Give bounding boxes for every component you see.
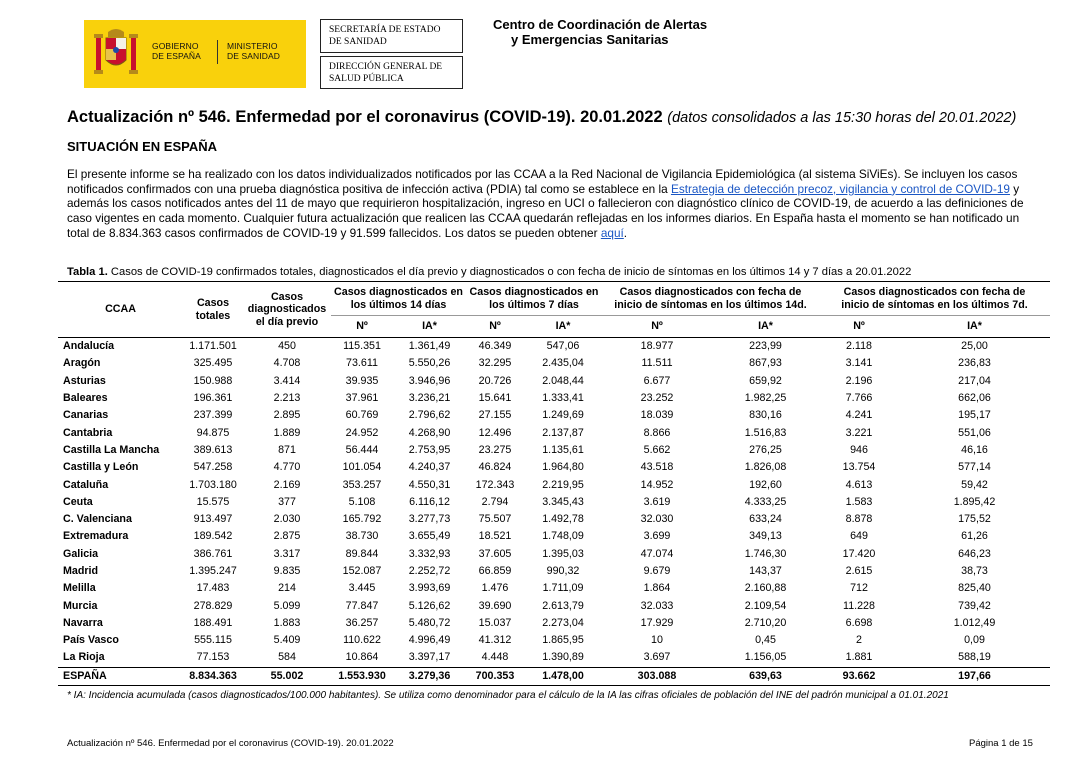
table-row [58, 511, 1050, 528]
ccaa-cell: Ceuta [63, 495, 93, 508]
aqui-link[interactable]: aquí [600, 225, 624, 240]
value-cell: 4.708 [273, 357, 301, 370]
value-cell: 1.516,83 [744, 426, 787, 439]
value-cell: 5.480,72 [408, 616, 451, 629]
value-cell: 1.492,78 [542, 513, 584, 526]
value-cell: 2.794 [481, 495, 509, 508]
value-cell: 4.333,25 [744, 495, 787, 508]
value-cell: 6.677 [643, 374, 671, 387]
value-cell: 2.030 [273, 513, 301, 526]
value-cell: 236,83 [958, 357, 991, 370]
value-cell: 39.690 [478, 599, 512, 612]
value-cell: 15.575 [196, 495, 230, 508]
value-cell: 32.033 [640, 599, 674, 612]
table-caption: Tabla 1. Casos de COVID-19 confirmados totales, diagnosticados el día previo y diagnosticados o con fecha de inicio de síntomas en los últimos 14 y 7 días a 20.01.2022 [67, 266, 912, 278]
value-cell: 66.859 [478, 565, 512, 577]
value-cell: 3.619 [643, 495, 671, 508]
value-cell: 2.615 [845, 565, 873, 577]
col-ccaa: CCAA [105, 303, 136, 316]
sub-ia: IA* [758, 320, 773, 333]
value-cell: 110.622 [343, 634, 381, 647]
value-cell: 588,19 [958, 651, 991, 664]
value-cell: 150.988 [193, 374, 233, 387]
value-cell: 27.155 [478, 409, 512, 422]
value-cell: 17.420 [842, 547, 876, 560]
table-row [58, 424, 1050, 441]
sub-n: Nº [853, 320, 865, 333]
col-fecha14: Casos diagnosticados con fecha de inicio de síntomas en los últimos 14d. [602, 282, 819, 316]
ccaa-cell: Cataluña [63, 478, 109, 491]
col-previo: Casos diagnosticados el día previo [247, 290, 327, 328]
value-cell: 61,26 [961, 530, 988, 543]
value-cell: 115.351 [343, 340, 381, 353]
value-cell: 4.770 [273, 461, 301, 474]
value-cell: 60.769 [345, 409, 379, 422]
value-cell: 59,42 [961, 478, 988, 491]
coat-of-arms-icon [94, 28, 138, 80]
value-cell: 25,00 [961, 340, 988, 353]
ccaa-cell: Cantabria [63, 426, 113, 439]
value-cell: 577,14 [958, 461, 991, 474]
value-cell: 700.353 [466, 667, 524, 685]
value-cell: 871 [278, 443, 296, 456]
col-fecha7: Casos diagnosticados con fecha de inicio de síntomas en los últimos 7d. [819, 282, 1050, 316]
ccaa-cell: Madrid [63, 565, 99, 577]
table-row [58, 373, 1050, 390]
value-cell: 3.277,73 [408, 513, 451, 526]
value-cell: 12.496 [478, 426, 512, 439]
value-cell: 1.826,08 [744, 461, 787, 474]
value-cell: 101.054 [342, 461, 382, 474]
ccaa-cell: País Vasco [63, 634, 119, 647]
value-cell: 56.444 [345, 443, 379, 456]
value-cell: 143,37 [749, 565, 782, 577]
sub-n: Nº [489, 320, 501, 333]
value-cell: 9.835 [273, 565, 301, 577]
value-cell: 9.679 [643, 565, 671, 577]
secretaria-box: SECRETARÍA DE ESTADO DE SANIDAD [320, 19, 463, 53]
value-cell: 2.118 [846, 340, 872, 353]
table-row [58, 580, 1050, 597]
value-cell: 5.409 [273, 634, 301, 647]
value-cell: 75.507 [478, 513, 512, 526]
value-cell: 5.108 [348, 495, 376, 508]
sub-ia: IA* [967, 320, 982, 333]
centro-title-line2: y Emergencias Sanitarias [511, 32, 669, 47]
value-cell: 662,06 [958, 392, 991, 405]
value-cell: 10 [651, 634, 663, 647]
value-cell: 1.964,80 [542, 461, 584, 474]
value-cell: 584 [278, 651, 296, 664]
value-cell: 2.109,54 [744, 599, 787, 612]
value-cell: 11.511 [641, 357, 673, 370]
value-cell: 1.361,49 [408, 340, 451, 353]
col-diag7: Casos diagnosticados en los últimos 7 días [466, 282, 602, 316]
table-row [58, 528, 1050, 545]
value-cell: 450 [278, 340, 296, 353]
value-cell: 89.844 [345, 547, 379, 560]
page-title: Actualización nº 546. Enfermedad por el coronavirus (COVID-19). 20.01.2022 (datos consolidados a las 15:30 horas del 20.01.2022) [67, 108, 1017, 126]
value-cell: 15.641 [478, 392, 512, 405]
value-cell: 165.792 [342, 513, 382, 526]
ministerio-label: MINISTERIO DE SANIDAD [227, 41, 280, 61]
value-cell: 913.497 [193, 513, 233, 526]
value-cell: 55.002 [243, 667, 331, 685]
value-cell: 94.875 [196, 426, 230, 439]
value-cell: 3.317 [273, 547, 301, 560]
table-footnote: * IA: Incidencia acumulada (casos diagnosticados/100.000 habitantes). Se utiliza como denominador para el cálculo de la IA las cifras oficiales de población del INE del padrón municipal a 01.01.2021 [67, 690, 949, 701]
value-cell: 2.895 [273, 409, 301, 422]
value-cell: 2.252,72 [408, 565, 451, 577]
value-cell: 646,23 [958, 547, 991, 560]
value-cell: 1.889 [273, 426, 301, 439]
value-cell: 551,06 [958, 426, 991, 439]
value-cell: 1.395.247 [189, 565, 237, 577]
value-cell: 23.275 [478, 443, 512, 456]
value-cell: 659,92 [749, 374, 782, 387]
value-cell: 195,17 [958, 409, 991, 422]
page-number: Página 1 de 15 [969, 738, 1033, 749]
value-cell: 4.241 [845, 409, 873, 422]
value-cell: 17.929 [640, 616, 674, 629]
sub-n: Nº [356, 320, 368, 333]
value-cell: 38,73 [961, 565, 988, 577]
value-cell: 46,16 [961, 443, 988, 456]
value-cell: 2.219,95 [542, 478, 584, 491]
value-cell: 649 [850, 530, 868, 543]
value-cell: 175,52 [958, 513, 991, 526]
value-cell: 1.982,25 [744, 392, 787, 405]
value-cell: 3.221 [845, 426, 873, 439]
ccaa-cell: C. Valenciana [63, 513, 132, 526]
value-cell: 1.703.180 [189, 478, 237, 491]
value-cell: 6.698 [845, 616, 873, 629]
value-cell: 3.141 [845, 357, 873, 370]
table-row [58, 476, 1050, 493]
ccaa-cell: Baleares [63, 392, 108, 405]
table-row [58, 390, 1050, 407]
value-cell: 2.196 [845, 374, 873, 387]
value-cell: 1.583 [845, 495, 873, 508]
value-cell: 739,42 [958, 599, 991, 612]
value-cell: 14.952 [640, 478, 674, 491]
value-cell: 2.613,79 [542, 599, 584, 612]
value-cell: 1.249,69 [542, 409, 584, 422]
ccaa-cell: Asturias [63, 374, 106, 387]
value-cell: 77.153 [196, 651, 230, 664]
value-cell: 41.312 [478, 634, 512, 647]
value-cell: 2.137,87 [542, 426, 584, 439]
value-cell: 46.824 [478, 461, 512, 474]
value-cell: 5.099 [273, 599, 301, 612]
value-cell: 4.268,90 [408, 426, 451, 439]
value-cell: 386.761 [193, 547, 233, 560]
value-cell: 1.865,95 [542, 634, 584, 647]
value-cell: 2.160,88 [744, 582, 787, 595]
value-cell: 15.037 [478, 616, 512, 629]
value-cell: 1.135,61 [542, 443, 584, 456]
value-cell: 2.273,04 [542, 616, 584, 629]
section-heading: SITUACIÓN EN ESPAÑA [67, 139, 217, 154]
value-cell: 214 [278, 582, 296, 595]
value-cell: 4.448 [481, 651, 509, 664]
value-cell: 1.012,49 [953, 616, 996, 629]
value-cell: 2.710,20 [744, 616, 787, 629]
value-cell: 32.030 [640, 513, 674, 526]
value-cell: 4.240,37 [408, 461, 451, 474]
value-cell: 172.343 [475, 478, 515, 491]
table-row [58, 442, 1050, 459]
value-cell: 2 [856, 634, 862, 647]
ccaa-cell: Aragón [63, 357, 101, 370]
value-cell: 73.611 [346, 357, 378, 370]
centro-title-line1: Centro de Coordinación de Alertas [493, 17, 708, 32]
ccaa-cell: Andalucía [63, 340, 115, 353]
value-cell: 547.258 [193, 461, 233, 474]
value-cell: 825,40 [958, 582, 991, 595]
value-cell: 3.946,96 [408, 374, 451, 387]
table-row [58, 355, 1050, 372]
value-cell: 36.257 [345, 616, 379, 629]
value-cell: 3.445 [348, 582, 376, 595]
value-cell: 1.171.501 [189, 340, 237, 353]
value-cell: 77.847 [345, 599, 379, 612]
value-cell: 2.435,04 [542, 357, 584, 370]
value-cell: 0,09 [964, 634, 985, 647]
direccion-box: DIRECCIÓN GENERAL DE SALUD PÚBLICA [320, 56, 463, 89]
value-cell: 990,32 [546, 565, 580, 577]
value-cell: 555.115 [194, 634, 232, 647]
value-cell: 2.875 [273, 530, 301, 543]
value-cell: 278.829 [193, 599, 233, 612]
page-footer-left: Actualización nº 546. Enfermedad por el coronavirus (COVID-19). 20.01.2022 [67, 738, 394, 749]
value-cell: 1.333,41 [542, 392, 584, 405]
value-cell: 192,60 [749, 478, 782, 491]
value-cell: 1.156,05 [744, 651, 787, 664]
value-cell: 830,16 [749, 409, 782, 422]
value-cell: 547,06 [546, 340, 580, 353]
value-cell: 3.414 [273, 374, 301, 387]
value-cell: 1.390,89 [542, 651, 584, 664]
value-cell: 1.748,09 [542, 530, 584, 543]
ccaa-cell: ESPAÑA [58, 667, 183, 685]
value-cell: 1.895,42 [953, 495, 996, 508]
value-cell: 23.252 [640, 392, 674, 405]
value-cell: 5.126,62 [408, 599, 451, 612]
value-cell: 2.213 [273, 392, 301, 405]
value-cell: 2.796,62 [408, 409, 451, 422]
value-cell: 4.550,31 [408, 478, 451, 491]
table-row [58, 338, 1050, 356]
value-cell: 189.542 [193, 530, 233, 543]
value-cell: 325.495 [193, 357, 233, 370]
value-cell: 20.726 [478, 374, 512, 387]
value-cell: 93.662 [819, 667, 899, 685]
ccaa-cell: Murcia [63, 599, 98, 612]
value-cell: 1.476 [481, 582, 509, 595]
ccaa-cell: Extremadura [63, 530, 129, 543]
value-cell: 633,24 [749, 513, 782, 526]
value-cell: 1.883 [273, 616, 301, 629]
ccaa-cell: Castilla La Mancha [63, 443, 160, 456]
value-cell: 946 [850, 443, 868, 456]
value-cell: 353.257 [342, 478, 382, 491]
sub-ia: IA* [422, 320, 437, 333]
value-cell: 223,99 [749, 340, 782, 353]
value-cell: 38.730 [345, 530, 379, 543]
ccaa-cell: Castilla y León [63, 461, 139, 474]
ccaa-cell: Galicia [63, 547, 99, 560]
value-cell: 3.655,49 [408, 530, 451, 543]
value-cell: 237.399 [193, 409, 233, 422]
value-cell: 188.491 [193, 616, 233, 629]
value-cell: 10.864 [345, 651, 379, 664]
value-cell: 6.116,12 [409, 495, 450, 508]
value-cell: 389.613 [193, 443, 233, 456]
value-cell: 39.935 [345, 374, 379, 387]
total-row [58, 667, 1050, 685]
value-cell: 32.295 [478, 357, 512, 370]
table-row [58, 649, 1050, 667]
value-cell: 377 [278, 495, 296, 508]
value-cell: 18.039 [640, 409, 674, 422]
value-cell: 18.977 [640, 340, 674, 353]
value-cell: 196.361 [193, 392, 233, 405]
value-cell: 276,25 [749, 443, 782, 456]
value-cell: 1.395,03 [542, 547, 584, 560]
value-cell: 17.483 [196, 582, 230, 595]
sub-ia: IA* [555, 320, 571, 333]
value-cell: 11.228 [843, 599, 875, 612]
value-cell: 712 [850, 582, 868, 595]
cases-table [58, 281, 1050, 686]
value-cell: 3.279,36 [393, 667, 466, 685]
value-cell: 3.236,21 [408, 392, 451, 405]
gobierno-label: GOBIERNO DE ESPAÑA [152, 41, 201, 61]
ccaa-cell: Canarias [63, 409, 109, 422]
value-cell: 217,04 [958, 374, 991, 387]
table-row [58, 546, 1050, 563]
value-cell: 8.878 [845, 513, 873, 526]
value-cell: 152.087 [342, 565, 382, 577]
table-row [58, 459, 1050, 476]
ccaa-cell: Navarra [63, 616, 103, 629]
estrategia-link[interactable]: Estrategia de detección precoz, vigilancia y control de COVID-19 [670, 181, 1010, 196]
value-cell: 2.048,44 [542, 374, 584, 387]
value-cell: 24.952 [345, 426, 379, 439]
intro-paragraph: El presente informe se ha realizado con los datos individualizados notificados por las CCAA a la Red Nacional de Vigilancia Epidemiológica (al sistema SiViEs). Se incluyen los casos notificados confirmados con una prueba diagnóstica positiva de infección activa (PDIA) tal como se establece en la Estrategia de detección precoz, vigilancia y control de COVID-19 y además los casos notificados antes del 11 de mayo que requirieron hospitalización, ingreso en UCI o fallecieron con diagnóstico clínico de COVID-19, de acuerdo a las definiciones de caso vigentes en cada momento. Cualquier futura actualización que realicen las CCAA quedarán reflejadas en los informes diarios. En España hasta el momento se han notificado un total de 8.834.363 casos confirmados de COVID-19 y 91.599 fallecidos. Los datos se pueden obtener aquí. [67, 167, 1024, 240]
value-cell: 1.746,30 [744, 547, 787, 560]
col-totales: Casos totales [195, 297, 231, 322]
title-note: (datos consolidados a las 15:30 horas del 20.01.2022) [667, 110, 1017, 126]
table-row [58, 632, 1050, 649]
value-cell: 3.697 [643, 651, 671, 664]
value-cell: 1.478,00 [524, 667, 602, 685]
value-cell: 4.613 [845, 478, 873, 491]
value-cell: 8.834.363 [183, 667, 243, 685]
value-cell: 1.711,09 [542, 582, 584, 595]
value-cell: 0,45 [755, 634, 776, 647]
value-cell: 2.169 [273, 478, 301, 491]
value-cell: 1.881 [845, 651, 873, 664]
value-cell: 5.550,26 [408, 357, 451, 370]
value-cell: 3.345,43 [542, 495, 584, 508]
value-cell: 46.349 [478, 340, 512, 353]
ccaa-cell: La Rioja [63, 651, 105, 664]
value-cell: 47.074 [640, 547, 674, 560]
value-cell: 1.553.930 [331, 667, 393, 685]
value-cell: 3.699 [643, 530, 671, 543]
value-cell: 4.996,49 [408, 634, 451, 647]
value-cell: 7.766 [845, 392, 873, 405]
table-row [58, 597, 1050, 614]
value-cell: 867,93 [749, 357, 782, 370]
value-cell: 8.866 [643, 426, 671, 439]
value-cell: 303.088 [602, 667, 712, 685]
value-cell: 3.332,93 [408, 547, 451, 560]
value-cell: 3.993,69 [408, 582, 451, 595]
value-cell: 5.662 [643, 443, 671, 456]
table-row [58, 494, 1050, 511]
value-cell: 3.397,17 [408, 651, 451, 664]
value-cell: 1.864 [643, 582, 671, 595]
value-cell: 349,13 [749, 530, 782, 543]
table-row [58, 563, 1050, 580]
logo-divider [217, 40, 218, 64]
col-diag14: Casos diagnosticados en los últimos 14 días [331, 282, 466, 316]
table-row [58, 615, 1050, 632]
value-cell: 2.753,95 [408, 443, 451, 456]
value-cell: 13.754 [842, 461, 876, 474]
ccaa-cell: Melilla [63, 582, 96, 595]
value-cell: 197,66 [899, 667, 1050, 685]
sub-n: Nº [651, 320, 663, 333]
value-cell: 37.605 [478, 547, 512, 560]
table-row [58, 407, 1050, 424]
value-cell: 43.518 [640, 461, 674, 474]
value-cell: 639,63 [712, 667, 819, 685]
value-cell: 18.521 [478, 530, 512, 543]
value-cell: 37.961 [345, 392, 379, 405]
